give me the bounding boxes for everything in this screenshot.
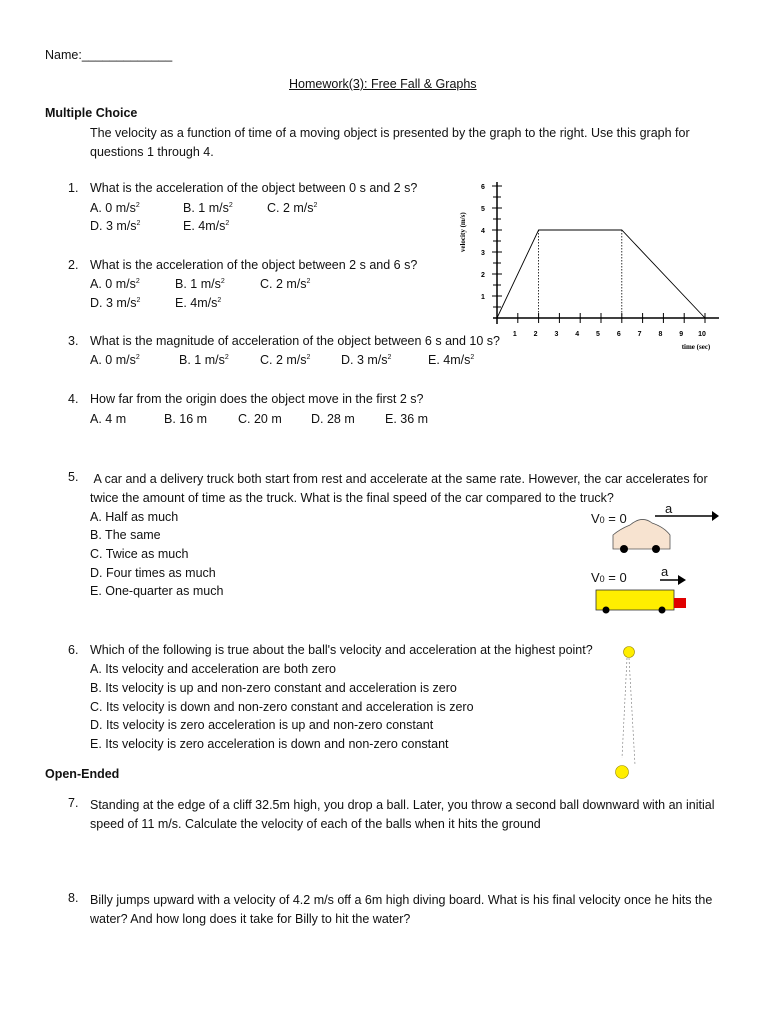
car-acceleration-label: a [665, 501, 673, 516]
x-tick-label: 4 [575, 331, 580, 338]
y-tick-label: 5 [481, 206, 485, 213]
option-e: E. 36 m [385, 412, 429, 426]
x-tick-label: 8 [658, 331, 663, 338]
y-axis-label: velocity (m/s) [459, 212, 467, 253]
question-text: What is the acceleration of the object between 2 s and 6 s? [90, 258, 418, 272]
option-a: A. 0 $m/s^2$ [90, 277, 140, 291]
x-tick-label: 7 [637, 331, 642, 338]
ball-bottom-icon [616, 766, 629, 779]
option-a: A. Its velocity and acceleration are both zero [90, 662, 336, 676]
truck-wheel [603, 607, 610, 614]
option-c: C. 20 m [238, 412, 282, 426]
ball-top-icon [624, 647, 635, 658]
option-d: D. 3 $m/s^2$ [341, 353, 392, 367]
truck-wheel [659, 607, 666, 614]
series-line [497, 230, 705, 318]
y-tick-label: 6 [481, 184, 485, 191]
x-tick-label: 3 [554, 331, 559, 338]
option-a: A. 4 m [90, 412, 127, 426]
question-text: What is the magnitude of acceleration of the object between 6 s and 10 s? [90, 334, 500, 348]
option-b: B. The same [90, 528, 161, 542]
option-e: E. One-quarter as much [90, 584, 224, 598]
truck-cab [674, 598, 686, 608]
option-a: A. 0 $m/s^2$ [90, 201, 140, 215]
question-text: Standing at the edge of a cliff 32.5m high, you drop a ball. Later, you throw a second ball downward with an initial speed of 11 m/s. Calculate the velocity of each of the balls when it hits the ground [90, 798, 715, 831]
car-wheel [620, 545, 628, 553]
option-b: B. 1 $m/s^2$ [175, 277, 225, 291]
truck-drawing [590, 570, 700, 615]
question-number: 4. [68, 392, 79, 406]
question-text: Which of the following is true about the ball's velocity and acceleration at the highest point? [90, 643, 593, 657]
option-a: A. Half as much [90, 510, 179, 524]
question-number: 1. [68, 181, 79, 195]
y-tick-label: 2 [481, 272, 485, 279]
y-tick-label: 1 [481, 294, 485, 301]
option-d: D. Its velocity is zero acceleration is up and non-zero constant [90, 718, 434, 732]
arrow-head-icon [678, 575, 686, 585]
question-text: What is the acceleration of the object between 0 s and 2 s? [90, 181, 418, 195]
option-b: B. Its velocity is up and non-zero constant and acceleration is zero [90, 681, 457, 695]
x-tick-label: 1 [512, 331, 517, 338]
x-axis-label: time (sec) [681, 343, 711, 351]
ball-trajectory-figure [605, 640, 645, 785]
car-drawing [600, 505, 720, 555]
section-heading-open-ended: Open-Ended [45, 767, 120, 781]
x-tick-label: 10 [698, 331, 706, 338]
option-a: A. 0 $m/s^2$ [90, 353, 140, 367]
page-title: Homework(3): Free Fall & Graphs [289, 77, 477, 91]
question-number: 3. [68, 334, 79, 348]
x-tick-label: 9 [679, 331, 684, 338]
arrow-head-icon [712, 511, 719, 521]
option-e: E. $4m/s^2$ [175, 296, 222, 310]
option-e: E. $4m/s^2$ [428, 353, 475, 367]
option-d: D. Four times as much [90, 566, 216, 580]
x-tick-label: 5 [596, 331, 600, 338]
option-b: B. 16 m [164, 412, 208, 426]
option-d: D. 3 $m/s^2$ [90, 219, 141, 233]
option-d: D. 3 $m/s^2$ [90, 296, 141, 310]
y-tick-label: 3 [481, 250, 485, 257]
option-c: C. Twice as much [90, 547, 189, 561]
truck-acceleration-label: a [661, 564, 669, 579]
question-number: 2. [68, 258, 79, 272]
question-number: 5. [68, 470, 79, 484]
car-initial-velocity-label: V0 = 0 [591, 511, 627, 526]
option-b: B. 1 $m/s^2$ [179, 353, 229, 367]
question-text: A car and a delivery truck both start from rest and accelerate at the same rate. However, the car accelerates for twice the amount of time as the truck. What is the final speed of the car compared to the truck? [90, 472, 708, 505]
car-wheel [652, 545, 660, 553]
question-number: 6. [68, 643, 79, 657]
velocity-time-graph [450, 170, 740, 360]
car-body [613, 519, 670, 549]
section-heading-multiple-choice: Multiple Choice [45, 106, 138, 120]
option-e: E. Its velocity is zero acceleration is down and non-zero constant [90, 737, 449, 751]
ball-down-path [622, 658, 627, 758]
truck-initial-velocity-label: V0 = 0 [591, 570, 627, 585]
option-e: E. $4m/s^2$ [183, 219, 230, 233]
question-number: 7. [68, 796, 79, 810]
name-field-label: Name:_____________ [45, 48, 173, 62]
x-tick-label: 2 [533, 331, 538, 338]
option-b: B. 1 $m/s^2$ [183, 201, 233, 215]
option-d: D. 28 m [311, 412, 355, 426]
option-c: C. 2 $m/s^2$ [267, 201, 318, 215]
question-number: 8. [68, 891, 79, 905]
question-text: Billy jumps upward with a velocity of 4.2 m/s off a 6m high diving board. What is his final velocity once he hits the water? And how long does it take for Billy to hit the water? [90, 893, 713, 926]
option-c: C. Its velocity is down and non-zero constant and acceleration is zero [90, 700, 474, 714]
y-tick-label: 4 [481, 228, 485, 235]
ball-up-path [629, 658, 635, 765]
x-tick-label: 6 [616, 331, 621, 338]
question-text: How far from the origin does the object move in the first 2 s? [90, 392, 424, 406]
intro-text: The velocity as a function of time of a moving object is presented by the graph to the right. Use this graph for questions 1 through 4. [90, 126, 690, 159]
option-c: C. 2 $m/s^2$ [260, 277, 311, 291]
option-c: C. 2 $m/s^2$ [260, 353, 311, 367]
